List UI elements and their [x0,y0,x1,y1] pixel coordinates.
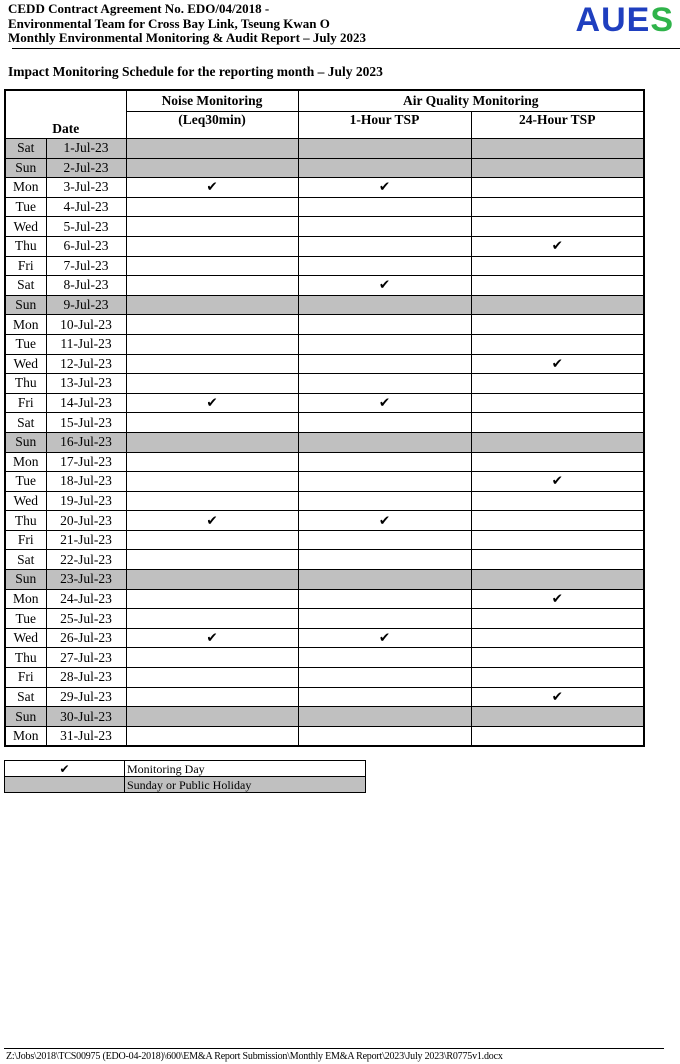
noise-cell [126,570,298,590]
table-row [5,413,644,433]
header-text-block [8,2,366,46]
table-row [5,511,644,531]
table-row [5,217,644,237]
check-mark-icon: ✔ [5,761,125,777]
noise-cell [126,726,298,746]
noise-cell [126,432,298,452]
table-row [5,472,644,492]
date-cell: 11-Jul-23 [46,334,126,354]
date-cell: 16-Jul-23 [46,432,126,452]
day-cell: Sat [5,276,46,296]
tsp-1hour-cell [298,413,471,433]
day-cell: Thu [5,236,46,256]
day-cell: Tue [5,609,46,629]
tsp-1hour-cell [298,354,471,374]
date-cell: 17-Jul-23 [46,452,126,472]
table-row [5,315,644,335]
day-cell: Sun [5,432,46,452]
tsp-1hour-cell [298,668,471,688]
legend-monitoring-label: Monitoring Day [125,761,366,777]
tsp-24hour-cell [471,413,644,433]
date-cell: 8-Jul-23 [46,276,126,296]
tsp-24hour-cell [471,256,644,276]
tsp-1hour-cell [298,530,471,550]
tsp-24hour-cell [471,511,644,531]
table-row [5,687,644,707]
tsp-1hour-cell [298,236,471,256]
noise-cell [126,707,298,727]
check-mark-icon: ✔ [298,276,471,296]
tsp-24hour-cell [471,491,644,511]
check-mark-icon: ✔ [298,511,471,531]
noise-cell [126,550,298,570]
noise-cell [126,295,298,315]
noise-cell [126,530,298,550]
tsp-1hour-cell [298,589,471,609]
tsp-24hour-cell [471,334,644,354]
table-row [5,570,644,590]
day-cell: Wed [5,491,46,511]
tsp-24hour-cell [471,726,644,746]
tsp-24hour-header: 24-Hour TSP [471,112,644,139]
day-cell: Mon [5,178,46,198]
table-row [5,276,644,296]
date-cell: 10-Jul-23 [46,315,126,335]
logo-letter: S [650,1,674,39]
date-cell: 5-Jul-23 [46,217,126,237]
table-row [5,256,644,276]
day-cell: Sat [5,687,46,707]
table-row [5,334,644,354]
tsp-24hour-cell [471,707,644,727]
tsp-1hour-cell [298,197,471,217]
date-cell: 4-Jul-23 [46,197,126,217]
date-cell: 9-Jul-23 [46,295,126,315]
day-cell: Sun [5,295,46,315]
noise-leq-subheader: (Leq30min) [126,112,298,139]
table-row [5,628,644,648]
check-mark-icon: ✔ [471,472,644,492]
footer-divider [4,1048,664,1049]
noise-cell [126,139,298,159]
day-cell: Fri [5,668,46,688]
date-cell: 31-Jul-23 [46,726,126,746]
tsp-24hour-cell [471,648,644,668]
table-row [5,432,644,452]
day-cell: Wed [5,354,46,374]
noise-cell [126,491,298,511]
check-mark-icon: ✔ [126,178,298,198]
tsp-1hour-cell [298,472,471,492]
tsp-24hour-cell [471,393,644,413]
tsp-24hour-cell [471,668,644,688]
day-cell: Sun [5,570,46,590]
noise-monitoring-header: Noise Monitoring [126,90,298,112]
table-row [5,374,644,394]
check-mark-icon: ✔ [471,236,644,256]
day-cell: Sat [5,413,46,433]
day-cell: Thu [5,374,46,394]
day-cell: Tue [5,472,46,492]
tsp-24hour-cell [471,217,644,237]
tsp-24hour-cell [471,628,644,648]
table-row [5,139,644,159]
date-cell: 3-Jul-23 [46,178,126,198]
day-cell: Thu [5,511,46,531]
day-cell: Fri [5,393,46,413]
tsp-1hour-cell [298,550,471,570]
tsp-1hour-cell [298,726,471,746]
table-row [5,530,644,550]
day-cell: Fri [5,256,46,276]
tsp-1hour-cell [298,217,471,237]
noise-cell [126,609,298,629]
tsp-24hour-cell [471,295,644,315]
table-row [5,491,644,511]
check-mark-icon: ✔ [471,589,644,609]
tsp-1hour-cell [298,295,471,315]
logo-letter: A [575,1,602,39]
table-row [5,668,644,688]
tsp-1hour-cell [298,334,471,354]
date-cell: 29-Jul-23 [46,687,126,707]
table-row [5,354,644,374]
table-row [5,178,644,198]
check-mark-icon: ✔ [298,393,471,413]
tsp-24hour-cell [471,432,644,452]
table-row [5,707,644,727]
tsp-1hour-cell [298,491,471,511]
tsp-1hour-cell [298,452,471,472]
aues-logo [576,0,675,40]
noise-cell [126,413,298,433]
day-cell: Mon [5,315,46,335]
legend-table [4,760,366,793]
day-cell: Wed [5,217,46,237]
noise-cell [126,236,298,256]
table-row [5,726,644,746]
day-cell: Mon [5,726,46,746]
noise-cell [126,158,298,178]
day-cell: Fri [5,530,46,550]
noise-cell [126,472,298,492]
table-row [5,158,644,178]
table-row [5,609,644,629]
tsp-1hour-header: 1-Hour TSP [298,112,471,139]
tsp-24hour-cell [471,570,644,590]
date-cell: 6-Jul-23 [46,236,126,256]
date-cell: 7-Jul-23 [46,256,126,276]
day-cell: Sat [5,550,46,570]
table-row [5,550,644,570]
day-cell: Mon [5,589,46,609]
date-cell: 21-Jul-23 [46,530,126,550]
tsp-24hour-cell [471,197,644,217]
day-cell: Sun [5,707,46,727]
tsp-1hour-cell [298,648,471,668]
day-cell: Thu [5,648,46,668]
date-cell: 30-Jul-23 [46,707,126,727]
legend-holiday-label: Sunday or Public Holiday [125,777,366,793]
tsp-24hour-cell [471,158,644,178]
table-row [5,452,644,472]
report-header [8,2,678,48]
tsp-1hour-cell [298,707,471,727]
table-row [5,295,644,315]
tsp-1hour-cell [298,158,471,178]
tsp-24hour-cell [471,452,644,472]
day-cell: Sun [5,158,46,178]
day-cell: Tue [5,334,46,354]
noise-cell [126,334,298,354]
check-mark-icon: ✔ [471,354,644,374]
noise-cell [126,648,298,668]
day-cell: Wed [5,628,46,648]
day-cell: Sat [5,139,46,159]
table-row [5,236,644,256]
footer-file-path: Z:\Jobs\2018\TCS00975 (EDO-04-2018)\600\EM&A Report Submission\Monthly EM&A Report\2023\July 2023\R0775v1.docx [6,1051,503,1062]
noise-cell [126,589,298,609]
date-cell: 27-Jul-23 [46,648,126,668]
date-cell: 23-Jul-23 [46,570,126,590]
noise-cell [126,197,298,217]
date-cell: 15-Jul-23 [46,413,126,433]
check-mark-icon: ✔ [126,511,298,531]
logo-letter: U [601,1,627,39]
header-divider [12,48,680,49]
tsp-24hour-cell [471,315,644,335]
noise-cell [126,452,298,472]
date-cell: 14-Jul-23 [46,393,126,413]
schedule-body [5,139,644,747]
date-cell: 2-Jul-23 [46,158,126,178]
noise-cell [126,354,298,374]
check-mark-icon: ✔ [298,628,471,648]
date-cell: 22-Jul-23 [46,550,126,570]
tsp-1hour-cell [298,315,471,335]
table-row [5,648,644,668]
check-mark-icon: ✔ [298,178,471,198]
noise-cell [126,668,298,688]
day-cell: Mon [5,452,46,472]
check-mark-icon: ✔ [126,393,298,413]
tsp-24hour-cell [471,374,644,394]
tsp-1hour-cell [298,687,471,707]
tsp-24hour-cell [471,276,644,296]
tsp-1hour-cell [298,374,471,394]
date-cell: 28-Jul-23 [46,668,126,688]
table-row [5,393,644,413]
tsp-24hour-cell [471,530,644,550]
table-row [5,589,644,609]
tsp-1hour-cell [298,432,471,452]
legend-grey-swatch [5,777,125,793]
date-cell: 1-Jul-23 [46,139,126,159]
tsp-24hour-cell [471,550,644,570]
tsp-1hour-cell [298,570,471,590]
header-line-team: Environmental Team for Cross Bay Link, Tseung Kwan O [8,15,330,31]
check-mark-icon: ✔ [126,628,298,648]
tsp-24hour-cell [471,609,644,629]
section-title: Impact Monitoring Schedule for the reporting month – July 2023 [8,64,383,79]
date-cell: 12-Jul-23 [46,354,126,374]
date-cell: 20-Jul-23 [46,511,126,531]
date-cell: 26-Jul-23 [46,628,126,648]
header-line-contract: CEDD Contract Agreement No. EDO/04/2018 - [8,1,270,16]
noise-cell [126,687,298,707]
day-cell: Tue [5,197,46,217]
date-cell: 24-Jul-23 [46,589,126,609]
noise-cell [126,374,298,394]
date-column-header: Date [5,90,126,139]
logo-letter: E [626,1,651,39]
date-cell: 13-Jul-23 [46,374,126,394]
tsp-24hour-cell [471,178,644,198]
noise-cell [126,276,298,296]
date-cell: 18-Jul-23 [46,472,126,492]
header-line-report: Monthly Environmental Monitoring & Audit Report – July 2023 [8,30,367,45]
noise-cell [126,217,298,237]
check-mark-icon: ✔ [471,687,644,707]
noise-cell [126,315,298,335]
noise-cell [126,256,298,276]
tsp-1hour-cell [298,256,471,276]
monitoring-schedule-table [4,89,645,747]
air-quality-header: Air Quality Monitoring [298,90,644,112]
date-cell: 19-Jul-23 [46,491,126,511]
table-row [5,197,644,217]
tsp-1hour-cell [298,139,471,159]
tsp-1hour-cell [298,609,471,629]
tsp-24hour-cell [471,139,644,159]
date-cell: 25-Jul-23 [46,609,126,629]
